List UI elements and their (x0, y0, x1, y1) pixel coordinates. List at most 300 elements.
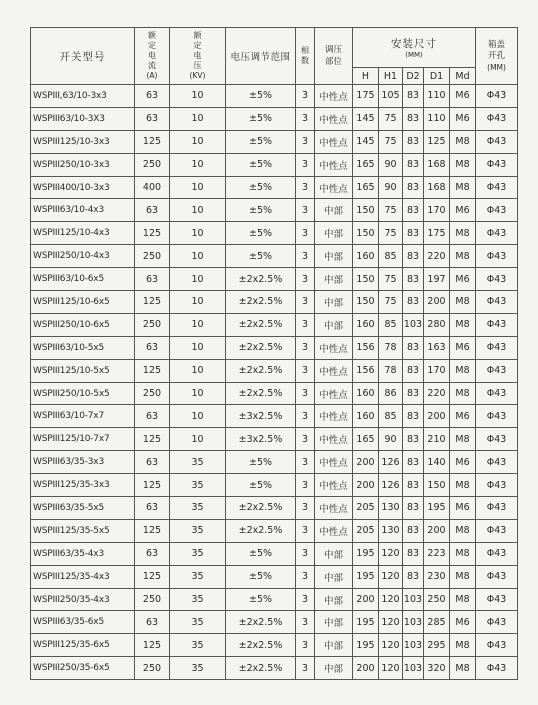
d2-cell: 83 (403, 542, 424, 565)
range-cell: ±5% (226, 130, 296, 153)
box-cell: Φ43 (476, 291, 518, 314)
md-cell: M6 (450, 497, 476, 520)
h-cell: 150 (353, 222, 379, 245)
table-row (31, 634, 518, 657)
d1-cell: 175 (424, 222, 450, 245)
phase-cell: 3 (296, 474, 315, 497)
voltage-cell: 10 (170, 85, 226, 108)
md-cell: M6 (450, 611, 476, 634)
voltage-cell: 35 (170, 497, 226, 520)
voltage-cell: 10 (170, 153, 226, 176)
voltage-cell: 35 (170, 657, 226, 680)
h1-cell: 78 (379, 336, 403, 359)
phase-cell: 3 (296, 428, 315, 451)
box-cell: Φ43 (476, 336, 518, 359)
box-cell: Φ43 (476, 497, 518, 520)
current-cell: 125 (135, 474, 170, 497)
md-cell: M8 (450, 222, 476, 245)
model-cell: WSPIII125/10-5x5 (31, 359, 135, 382)
model-cell: WSPIII125/10-4x3 (31, 222, 135, 245)
position-cell: 中部 (315, 199, 353, 222)
voltage-cell: 10 (170, 405, 226, 428)
table-row (31, 519, 518, 542)
h1-cell: 86 (379, 382, 403, 405)
d2-cell: 83 (403, 565, 424, 588)
d1-cell: 195 (424, 497, 450, 520)
h-cell: 156 (353, 359, 379, 382)
current-cell: 125 (135, 222, 170, 245)
d2-cell: 83 (403, 130, 424, 153)
h-cell: 150 (353, 291, 379, 314)
position-cell: 中性点 (315, 107, 353, 130)
h1-cell: 90 (379, 153, 403, 176)
phase-cell: 3 (296, 222, 315, 245)
voltage-cell: 10 (170, 291, 226, 314)
phase-cell: 3 (296, 497, 315, 520)
md-cell: M8 (450, 245, 476, 268)
h1-cell: 85 (379, 405, 403, 428)
phase-cell: 3 (296, 176, 315, 199)
range-cell: ±5% (226, 451, 296, 474)
table-row (31, 245, 518, 268)
md-cell: M6 (450, 199, 476, 222)
table-row (31, 382, 518, 405)
md-cell: M6 (450, 107, 476, 130)
d1-cell: 285 (424, 611, 450, 634)
current-cell: 63 (135, 497, 170, 520)
table-row (31, 336, 518, 359)
phase-cell: 3 (296, 519, 315, 542)
d1-cell: 168 (424, 153, 450, 176)
table-body (31, 85, 518, 680)
header-box-hole: 箱盖 开孔 (MM) (476, 28, 518, 85)
phase-cell: 3 (296, 199, 315, 222)
box-cell: Φ43 (476, 85, 518, 108)
current-cell: 63 (135, 85, 170, 108)
box-cell: Φ43 (476, 634, 518, 657)
range-cell: ±5% (226, 245, 296, 268)
table-row (31, 85, 518, 108)
range-cell: ±2x2.5% (226, 268, 296, 291)
voltage-cell: 10 (170, 107, 226, 130)
current-cell: 125 (135, 428, 170, 451)
md-cell: M8 (450, 588, 476, 611)
table-row (31, 313, 518, 336)
model-cell: WSPIII63/35-6x5 (31, 611, 135, 634)
current-cell: 250 (135, 313, 170, 336)
d2-cell: 83 (403, 153, 424, 176)
position-cell: 中性点 (315, 474, 353, 497)
current-cell: 63 (135, 336, 170, 359)
current-cell: 63 (135, 451, 170, 474)
phase-cell: 3 (296, 634, 315, 657)
current-cell: 125 (135, 565, 170, 588)
d2-cell: 83 (403, 474, 424, 497)
phase-cell: 3 (296, 336, 315, 359)
header-rated-voltage: 额 定 电 压 (KV) (170, 28, 226, 85)
header-dim-d1: D1 (424, 68, 450, 85)
d1-cell: 200 (424, 519, 450, 542)
md-cell: M6 (450, 85, 476, 108)
table-row (31, 222, 518, 245)
h-cell: 160 (353, 245, 379, 268)
h-cell: 160 (353, 405, 379, 428)
current-cell: 63 (135, 107, 170, 130)
header-dim-d2: D2 (403, 68, 424, 85)
d1-cell: 170 (424, 359, 450, 382)
phase-cell: 3 (296, 588, 315, 611)
model-cell: WSPIII250/10-3x3 (31, 153, 135, 176)
h1-cell: 120 (379, 565, 403, 588)
table-row (31, 611, 518, 634)
voltage-cell: 10 (170, 268, 226, 291)
table-row (31, 199, 518, 222)
range-cell: ±5% (226, 107, 296, 130)
current-cell: 63 (135, 542, 170, 565)
voltage-cell: 10 (170, 336, 226, 359)
d2-cell: 103 (403, 657, 424, 680)
h-cell: 205 (353, 497, 379, 520)
d2-cell: 83 (403, 359, 424, 382)
current-cell: 63 (135, 405, 170, 428)
header-dim-h: H (353, 68, 379, 85)
d1-cell: 220 (424, 382, 450, 405)
current-cell: 400 (135, 176, 170, 199)
d2-cell: 83 (403, 382, 424, 405)
range-cell: ±5% (226, 85, 296, 108)
h1-cell: 75 (379, 130, 403, 153)
range-cell: ±2x2.5% (226, 313, 296, 336)
d2-cell: 83 (403, 85, 424, 108)
box-cell: Φ43 (476, 153, 518, 176)
h-cell: 160 (353, 313, 379, 336)
d1-cell: 295 (424, 634, 450, 657)
range-cell: ±5% (226, 199, 296, 222)
current-cell: 63 (135, 268, 170, 291)
d1-cell: 200 (424, 405, 450, 428)
header-rated-current: 额 定 电 流 (A) (135, 28, 170, 85)
table-row (31, 107, 518, 130)
position-cell: 中部 (315, 634, 353, 657)
range-cell: ±2x2.5% (226, 291, 296, 314)
h1-cell: 75 (379, 107, 403, 130)
position-cell: 中部 (315, 565, 353, 588)
position-cell: 中性点 (315, 85, 353, 108)
header-voltage-range: 电压调节范围 (226, 28, 296, 85)
h1-cell: 120 (379, 657, 403, 680)
d2-cell: 83 (403, 336, 424, 359)
h1-cell: 120 (379, 588, 403, 611)
voltage-cell: 10 (170, 245, 226, 268)
d1-cell: 280 (424, 313, 450, 336)
d2-cell: 83 (403, 451, 424, 474)
range-cell: ±2x2.5% (226, 359, 296, 382)
position-cell: 中部 (315, 542, 353, 565)
md-cell: M8 (450, 565, 476, 588)
voltage-cell: 35 (170, 611, 226, 634)
voltage-cell: 10 (170, 428, 226, 451)
box-cell: Φ43 (476, 176, 518, 199)
h1-cell: 78 (379, 359, 403, 382)
position-cell: 中性点 (315, 153, 353, 176)
md-cell: M8 (450, 474, 476, 497)
h-cell: 195 (353, 634, 379, 657)
d2-cell: 83 (403, 268, 424, 291)
md-cell: M8 (450, 657, 476, 680)
model-cell: WSPIII125/10-6x5 (31, 291, 135, 314)
range-cell: ±3x2.5% (226, 405, 296, 428)
box-cell: Φ43 (476, 130, 518, 153)
d1-cell: 125 (424, 130, 450, 153)
box-cell: Φ43 (476, 268, 518, 291)
position-cell: 中部 (315, 268, 353, 291)
position-cell: 中性点 (315, 405, 353, 428)
model-cell: WSPIII250/35-4x3 (31, 588, 135, 611)
voltage-cell: 10 (170, 176, 226, 199)
md-cell: M8 (450, 130, 476, 153)
range-cell: ±5% (226, 588, 296, 611)
h-cell: 156 (353, 336, 379, 359)
h-cell: 165 (353, 153, 379, 176)
md-cell: M8 (450, 176, 476, 199)
table-row (31, 474, 518, 497)
model-cell: WSPIII400/10-3x3 (31, 176, 135, 199)
table-row (31, 153, 518, 176)
d2-cell: 83 (403, 199, 424, 222)
h1-cell: 85 (379, 245, 403, 268)
table-row (31, 657, 518, 680)
current-cell: 125 (135, 291, 170, 314)
d2-cell: 83 (403, 405, 424, 428)
header-install-dims: 安装尺寸 (MM) (353, 28, 476, 68)
voltage-cell: 35 (170, 451, 226, 474)
md-cell: M6 (450, 451, 476, 474)
box-cell: Φ43 (476, 542, 518, 565)
md-cell: M8 (450, 291, 476, 314)
table-row (31, 268, 518, 291)
voltage-cell: 35 (170, 634, 226, 657)
range-cell: ±2x2.5% (226, 634, 296, 657)
h1-cell: 90 (379, 176, 403, 199)
position-cell: 中性点 (315, 336, 353, 359)
box-cell: Φ43 (476, 565, 518, 588)
current-cell: 250 (135, 588, 170, 611)
model-cell: WSPIII63/35-4x3 (31, 542, 135, 565)
md-cell: M8 (450, 519, 476, 542)
phase-cell: 3 (296, 245, 315, 268)
md-cell: M6 (450, 405, 476, 428)
d1-cell: 320 (424, 657, 450, 680)
d2-cell: 83 (403, 222, 424, 245)
range-cell: ±5% (226, 153, 296, 176)
box-cell: Φ43 (476, 199, 518, 222)
current-cell: 250 (135, 245, 170, 268)
d1-cell: 140 (424, 451, 450, 474)
d2-cell: 103 (403, 634, 424, 657)
model-cell: WSPIII250/10-5x5 (31, 382, 135, 405)
h1-cell: 90 (379, 428, 403, 451)
position-cell: 中性点 (315, 130, 353, 153)
current-cell: 63 (135, 199, 170, 222)
h-cell: 145 (353, 107, 379, 130)
d1-cell: 163 (424, 336, 450, 359)
model-cell: WSPIII63/10-3X3 (31, 107, 135, 130)
phase-cell: 3 (296, 107, 315, 130)
h-cell: 165 (353, 176, 379, 199)
model-cell: WSPIII63/35-3x3 (31, 451, 135, 474)
d1-cell: 170 (424, 199, 450, 222)
h-cell: 200 (353, 657, 379, 680)
h1-cell: 130 (379, 497, 403, 520)
box-cell: Φ43 (476, 222, 518, 245)
d2-cell: 83 (403, 245, 424, 268)
range-cell: ±5% (226, 474, 296, 497)
voltage-cell: 35 (170, 565, 226, 588)
h1-cell: 120 (379, 634, 403, 657)
range-cell: ±5% (226, 222, 296, 245)
model-cell: WSPIII63/10-5x5 (31, 336, 135, 359)
d1-cell: 200 (424, 291, 450, 314)
phase-cell: 3 (296, 130, 315, 153)
box-cell: Φ43 (476, 588, 518, 611)
d2-cell: 83 (403, 291, 424, 314)
d1-cell: 250 (424, 588, 450, 611)
range-cell: ±5% (226, 565, 296, 588)
position-cell: 中部 (315, 222, 353, 245)
header-phase: 相 数 (296, 28, 315, 85)
box-cell: Φ43 (476, 359, 518, 382)
box-cell: Φ43 (476, 382, 518, 405)
d2-cell: 103 (403, 611, 424, 634)
md-cell: M6 (450, 336, 476, 359)
current-cell: 125 (135, 634, 170, 657)
d2-cell: 103 (403, 588, 424, 611)
model-cell: WSPIII,63/10-3x3 (31, 85, 135, 108)
phase-cell: 3 (296, 451, 315, 474)
table-row (31, 359, 518, 382)
table-row (31, 497, 518, 520)
model-cell: WSPIII125/35-4x3 (31, 565, 135, 588)
h-cell: 200 (353, 588, 379, 611)
table-row (31, 428, 518, 451)
current-cell: 250 (135, 153, 170, 176)
range-cell: ±5% (226, 176, 296, 199)
position-cell: 中性点 (315, 497, 353, 520)
model-cell: WSPIII63/35-5x5 (31, 497, 135, 520)
h-cell: 150 (353, 268, 379, 291)
d1-cell: 168 (424, 176, 450, 199)
header-position: 调压 部位 (315, 28, 353, 85)
voltage-cell: 35 (170, 542, 226, 565)
d2-cell: 83 (403, 107, 424, 130)
phase-cell: 3 (296, 313, 315, 336)
box-cell: Φ43 (476, 451, 518, 474)
model-cell: WSPIII63/10-7x7 (31, 405, 135, 428)
h1-cell: 126 (379, 451, 403, 474)
header-model: 开关型号 (31, 28, 135, 85)
model-cell: WSPIII125/10-3x3 (31, 130, 135, 153)
phase-cell: 3 (296, 565, 315, 588)
box-cell: Φ43 (476, 474, 518, 497)
h-cell: 175 (353, 85, 379, 108)
md-cell: M8 (450, 634, 476, 657)
voltage-cell: 10 (170, 359, 226, 382)
md-cell: M8 (450, 382, 476, 405)
position-cell: 中性点 (315, 382, 353, 405)
position-cell: 中性点 (315, 428, 353, 451)
table-row (31, 565, 518, 588)
phase-cell: 3 (296, 405, 315, 428)
d1-cell: 230 (424, 565, 450, 588)
h-cell: 145 (353, 130, 379, 153)
md-cell: M8 (450, 542, 476, 565)
position-cell: 中部 (315, 313, 353, 336)
phase-cell: 3 (296, 359, 315, 382)
box-cell: Φ43 (476, 657, 518, 680)
model-cell: WSPIII63/10-4x3 (31, 199, 135, 222)
phase-cell: 3 (296, 611, 315, 634)
position-cell: 中性点 (315, 451, 353, 474)
header-dim-md: Md (450, 68, 476, 85)
voltage-cell: 10 (170, 222, 226, 245)
box-cell: Φ43 (476, 245, 518, 268)
voltage-cell: 10 (170, 382, 226, 405)
table-row (31, 405, 518, 428)
table-row (31, 451, 518, 474)
h1-cell: 75 (379, 199, 403, 222)
current-cell: 63 (135, 611, 170, 634)
d1-cell: 150 (424, 474, 450, 497)
range-cell: ±2x2.5% (226, 336, 296, 359)
model-cell: WSPIII250/10-4x3 (31, 245, 135, 268)
h-cell: 195 (353, 611, 379, 634)
phase-cell: 3 (296, 85, 315, 108)
md-cell: M8 (450, 153, 476, 176)
position-cell: 中性点 (315, 519, 353, 542)
h-cell: 160 (353, 382, 379, 405)
model-cell: WSPIII125/35-6x5 (31, 634, 135, 657)
h1-cell: 75 (379, 291, 403, 314)
current-cell: 125 (135, 130, 170, 153)
phase-cell: 3 (296, 291, 315, 314)
h1-cell: 130 (379, 519, 403, 542)
phase-cell: 3 (296, 382, 315, 405)
d2-cell: 103 (403, 313, 424, 336)
model-cell: WSPIII250/10-6x5 (31, 313, 135, 336)
position-cell: 中性点 (315, 359, 353, 382)
h-cell: 200 (353, 474, 379, 497)
position-cell: 中部 (315, 657, 353, 680)
current-cell: 125 (135, 519, 170, 542)
box-cell: Φ43 (476, 107, 518, 130)
switch-spec-table (30, 27, 518, 680)
position-cell: 中性点 (315, 176, 353, 199)
md-cell: M6 (450, 268, 476, 291)
d2-cell: 83 (403, 428, 424, 451)
d1-cell: 110 (424, 107, 450, 130)
d1-cell: 110 (424, 85, 450, 108)
h-cell: 165 (353, 428, 379, 451)
h1-cell: 105 (379, 85, 403, 108)
d1-cell: 210 (424, 428, 450, 451)
h-cell: 195 (353, 565, 379, 588)
position-cell: 中部 (315, 291, 353, 314)
range-cell: ±2x2.5% (226, 519, 296, 542)
current-cell: 250 (135, 382, 170, 405)
voltage-cell: 35 (170, 588, 226, 611)
voltage-cell: 35 (170, 474, 226, 497)
phase-cell: 3 (296, 153, 315, 176)
